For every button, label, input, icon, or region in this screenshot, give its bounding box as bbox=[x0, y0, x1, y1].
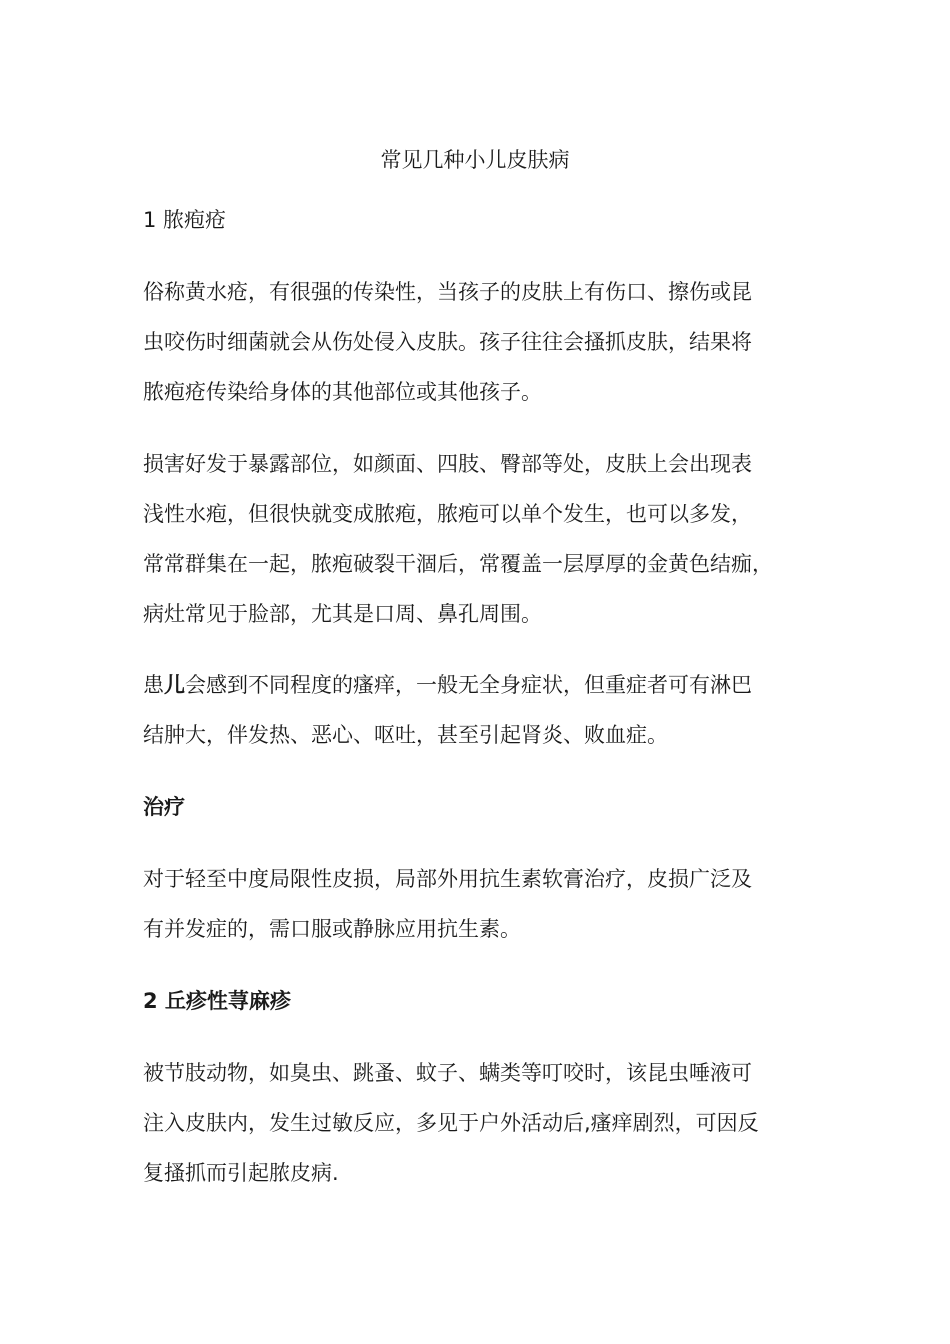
paragraph-treatment bbox=[143, 854, 813, 954]
bold-text-fragment: 儿 bbox=[164, 673, 185, 697]
text-line: 损害好发于暴露部位，如颜面、四肢、臀部等处，皮肤上会出现表 bbox=[143, 452, 752, 476]
text-line: 浅性水疱，但很快就变成脓疱，脓疱可以单个发生，也可以多发， bbox=[143, 502, 752, 526]
paragraph-impetigo-lesions bbox=[143, 439, 813, 639]
paragraph-impetigo-symptoms bbox=[143, 660, 813, 760]
text-line bbox=[143, 660, 813, 710]
text-line: 病灶常见于脸部，尤其是口周、鼻孔周围。 bbox=[143, 602, 542, 626]
treatment-heading: 治疗 bbox=[143, 795, 185, 819]
text-line: 对于轻至中度局限性皮损，局部外用抗生素软膏治疗，皮损广泛及 bbox=[143, 867, 752, 891]
text-line: 有并发症的，需口服或静脉应用抗生素。 bbox=[143, 917, 521, 941]
text-line: 俗称黄水疮，有很强的传染性，当孩子的皮肤上有伤口、擦伤或昆 bbox=[143, 280, 752, 304]
text-line: 脓疱疮传染给身体的其他部位或其他孩子。 bbox=[143, 380, 542, 404]
paragraph-papular-urticaria bbox=[143, 1048, 813, 1198]
text-line: 复搔抓而引起脓皮病. bbox=[143, 1161, 339, 1185]
section-heading-impetigo: 1 脓疱疮 bbox=[143, 208, 227, 232]
text-fragment: 患 bbox=[143, 673, 164, 697]
text-line: 虫咬伤时细菌就会从伤处侵入皮肤。孩子往往会搔抓皮肤，结果将 bbox=[143, 330, 752, 354]
text-line: 结肿大，伴发热、恶心、呕吐，甚至引起肾炎、败血症。 bbox=[143, 723, 668, 747]
document-title: 常见几种小儿皮肤病 bbox=[380, 148, 570, 172]
text-fragment: 会感到不同程度的瘙痒，一般无全身症状，但重症者可有淋巴 bbox=[185, 673, 752, 697]
text-line: 注入皮肤内，发生过敏反应，多见于户外活动后,瘙痒剧烈，可因反 bbox=[143, 1111, 759, 1135]
section-heading-papular-urticaria: 2 丘疹性荨麻疹 bbox=[143, 989, 291, 1013]
text-line: 常常群集在一起，脓疱破裂干涸后，常覆盖一层厚厚的金黄色结痂， bbox=[143, 552, 773, 576]
text-line: 被节肢动物，如臭虫、跳蚤、蚊子、螨类等叮咬时，该昆虫唾液可 bbox=[143, 1061, 752, 1085]
paragraph-impetigo-intro bbox=[143, 267, 813, 417]
